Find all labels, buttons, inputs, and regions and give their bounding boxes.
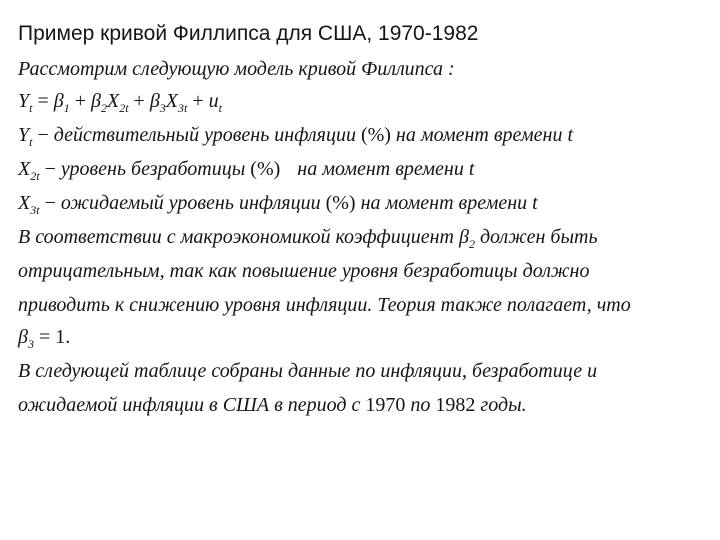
eq-beta3-sub: 3: [159, 101, 166, 115]
eq-x2-sub: 2t: [119, 101, 129, 115]
def-text: действительный уровень инфляции: [53, 124, 356, 146]
slide-title: Пример кривой Филлипса для США, 1970-1982: [18, 22, 479, 45]
p1-beta3-value: = 1.: [33, 326, 71, 348]
paragraph1-line2: отрицательным, так как повышение уровня безработицы должно: [18, 260, 590, 282]
def-symbol-sub: 3t: [30, 203, 40, 217]
eq-plus-2: +: [128, 90, 150, 112]
definition-expected-inflation: [18, 192, 538, 215]
p1-beta2: β: [458, 226, 469, 248]
p2-year-from: 1970: [365, 394, 406, 416]
def-dash: −: [39, 192, 61, 214]
def-tail: на момент времени: [360, 192, 533, 214]
p1-text-b: должен быть: [474, 226, 598, 248]
def-symbol: X: [18, 192, 31, 214]
def-unit: (%): [245, 158, 286, 180]
eq-x3-sub: 3t: [178, 101, 188, 115]
def-dash: −: [32, 124, 54, 146]
paragraph1-line4: [18, 326, 70, 349]
def-symbol-sub: 2t: [30, 169, 40, 183]
p1-beta3-sub: 3: [27, 337, 34, 351]
eq-y: Y: [18, 90, 30, 112]
def-var: t: [567, 124, 574, 146]
definition-inflation: [18, 124, 573, 147]
eq-beta2: β: [91, 90, 101, 112]
paragraph2-line2: [18, 394, 527, 417]
p1-beta2-sub: 2: [468, 237, 475, 251]
p1-beta3: β: [18, 326, 28, 348]
def-symbol: Y: [18, 124, 30, 146]
def-var: t: [532, 192, 538, 214]
def-text: ожидаемый уровень инфляции: [60, 192, 321, 214]
paragraph1-line1: [18, 226, 598, 249]
eq-x2: X: [106, 90, 120, 112]
def-text: уровень безработицы: [60, 158, 246, 180]
def-symbol: X: [18, 158, 31, 180]
eq-beta1: β: [53, 90, 64, 112]
eq-u: u: [208, 90, 219, 112]
p2-text-c: годы.: [475, 394, 527, 416]
intro-text: Рассмотрим следующую модель кривой Филлипса :: [18, 58, 455, 80]
def-unit: (%): [355, 124, 396, 146]
p1-text-a: В соответствии с макроэкономикой коэффициент: [18, 226, 459, 248]
eq-plus-3: +: [187, 90, 209, 112]
def-tail: на момент времени: [297, 158, 469, 180]
def-tail: на момент времени: [395, 124, 568, 146]
def-var: t: [468, 158, 475, 180]
p2-year-to: 1982: [435, 394, 476, 416]
paragraph2-line1: В следующей таблице собраны данные по инфляции, безработице и: [18, 360, 598, 382]
eq-u-sub: t: [218, 101, 222, 115]
model-equation: [18, 90, 222, 113]
definition-unemployment: [18, 158, 474, 181]
eq-equals: =: [32, 90, 54, 112]
eq-beta3: β: [149, 90, 160, 112]
def-symbol-sub: t: [29, 135, 33, 149]
eq-plus-1: +: [69, 90, 91, 112]
eq-x3: X: [165, 90, 178, 112]
p2-text-b: по: [405, 394, 436, 416]
eq-y-sub: t: [29, 101, 33, 115]
eq-beta2-sub: 2: [100, 101, 107, 115]
paragraph1-line3: приводить к снижению уровня инфляции. Теория также полагает, что: [18, 294, 631, 316]
eq-beta1-sub: 1: [63, 101, 70, 115]
p2-text-a: ожидаемой инфляции в США в период с: [18, 394, 366, 416]
def-unit: (%): [320, 192, 361, 214]
def-dash: −: [39, 158, 61, 180]
